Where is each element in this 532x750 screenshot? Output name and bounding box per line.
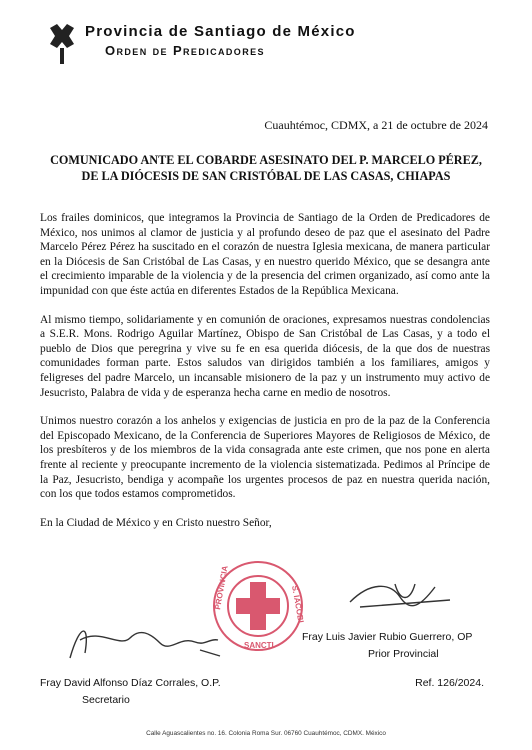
paragraph-3: Unimos nuestro corazón a los anhelos y exigencias de justicia en pro de la paz de la Conferencia del Episcopado Mexicano, de la Conferencia de Superiores Mayores de Religiosos de México, de los presbíteros y de los miembros de la vida consagrada ante este crimen, que nos pone en alerta frente al reciente y preocupante incremento de la violencia sistematizada. Pedimos al Príncipe de la Paz, Jesucristo, bendiga y acompañe los urgentes procesos de paz en nuestra querida nación, con los que todos estamos comprometidos.: [40, 415, 490, 501]
signature-right: [340, 572, 460, 622]
province-name: Provincia de Santiago de México: [85, 23, 356, 40]
document-body: [40, 211, 490, 544]
paragraph-closing: En la Ciudad de México y en Cristo nuestro Señor,: [40, 516, 272, 529]
signature-left: [60, 618, 230, 668]
signatory-right-name: Fray Luis Javier Rubio Guerrero, OP: [302, 631, 473, 643]
seal-text-right: S. IACOBI: [290, 584, 306, 624]
paragraph-2: Al mismo tiempo, solidariamente y en comunión de oraciones, expresamos nuestras condolencias a S.E.R. Mons. Rodrigo Aguilar Martínez, Obispo de San Cristóbal de Las Casas, y a todo el pueblo de Dios que peregrina y vive su fe en esa querida diócesis, de la que dos de nuestras comunidades forman parte. Estos saludos van dirigidos también a los familiares, amigos y feligreses del padre Marcelo, un incansable misionero de la paz y un instrumento muy activo de Jesucristo, Palabra de vida y de esperanza hecha carne en medio de nosotros.: [40, 313, 490, 399]
dominican-cross-logo: [47, 22, 77, 66]
title-line-1: COMUNICADO ANTE EL COBARDE ASESINATO DEL P. MARCELO PÉREZ,: [50, 153, 482, 167]
order-name: Orden de Predicadores: [105, 43, 265, 58]
signatory-left-name: Fray David Alfonso Díaz Corrales, O.P.: [40, 677, 221, 689]
signatory-right-role: Prior Provincial: [368, 648, 439, 660]
seal-text-bottom: SANCTI: [244, 641, 274, 650]
document-title: [40, 152, 492, 184]
date-line: Cuauhtémoc, CDMX, a 21 de octubre de 2024: [264, 118, 488, 132]
seal-text-left: PROVINCIA: [213, 565, 230, 611]
reference-number: Ref. 126/2024.: [415, 677, 484, 689]
letterhead: [85, 22, 356, 60]
signatory-left-role: Secretario: [82, 694, 130, 706]
paragraph-1: Los frailes dominicos, que integramos la Provincia de Santiago de la Orden de Predicadores de México, nos unimos al clamor de justicia y al profundo deseo de paz que el asesinato del Padre Marcelo Pérez Pérez ha suscitado en el corazón de nuestra Iglesia mexicana, de manera particular en la Diócesis de San Cristóbal de Las Casas, y en nuestro querido México, que se desangra ante el crecimiento imparable de la violencia y de la presencia del crimen organizado, así como ante la impunidad con que éste actúa en diferentes Estados de la República Mexicana.: [40, 212, 490, 297]
title-line-2: DE LA DIÓCESIS DE SAN CRISTÓBAL DE LAS CASAS, CHIAPAS: [81, 169, 451, 183]
footer-address: Calle Aguascalientes no. 16. Colonia Roma Sur. 06760 Cuauhtémoc, CDMX. México: [146, 730, 386, 737]
